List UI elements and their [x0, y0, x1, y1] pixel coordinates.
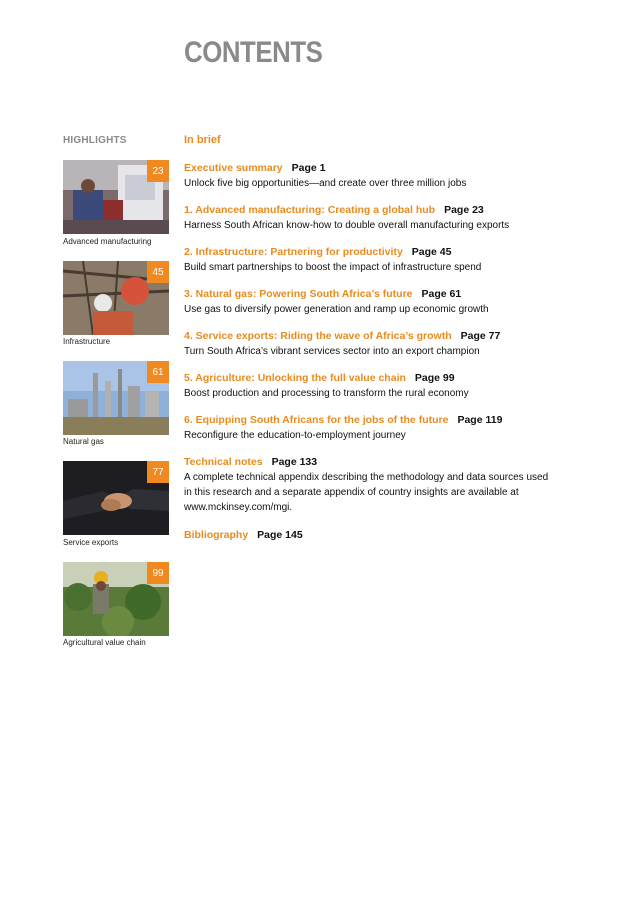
- toc-entry-page: Page 23: [444, 204, 484, 216]
- toc-entry-title[interactable]: 4. Service exports: Riding the wave of Africa’s growth: [184, 330, 452, 342]
- toc-entry-description: A complete technical appendix describing the methodology and data sources used in this research and a separate appendix of country insights are available at www.mckinsey.com/mgi.: [184, 472, 549, 513]
- page-badge: 61: [147, 361, 169, 383]
- highlight-thumbnail-natural-gas[interactable]: [63, 361, 169, 435]
- toc-entry-page: Page 99: [414, 372, 455, 384]
- highlight-caption: Service exports: [63, 538, 119, 547]
- highlight-caption: Agricultural value chain: [63, 638, 146, 647]
- toc-entry-natural-gas[interactable]: [184, 287, 604, 317]
- toc-entry-bibliography[interactable]: [184, 528, 604, 542]
- toc-entry-title[interactable]: Executive summary: [184, 162, 283, 174]
- highlight-thumbnail-service-exports[interactable]: [63, 461, 169, 535]
- page-title: CONTENTS: [184, 36, 323, 69]
- toc-entry-agriculture[interactable]: [184, 371, 604, 401]
- highlight-thumbnail-agriculture[interactable]: [63, 562, 169, 636]
- toc-entry-executive-summary[interactable]: [184, 161, 604, 191]
- toc-entry-service-exports[interactable]: [184, 329, 604, 359]
- highlight-thumbnail-advanced-manufacturing[interactable]: [63, 160, 169, 234]
- toc-entry-advanced-manufacturing[interactable]: [184, 203, 604, 233]
- toc-entry-technical-notes[interactable]: [184, 455, 554, 515]
- toc-entry-title[interactable]: 1. Advanced manufacturing: Creating a global hub: [184, 204, 436, 216]
- toc-entry-page: Page 45: [411, 246, 452, 258]
- toc-entry-description: Turn South Africa’s vibrant services sector into an export champion: [184, 346, 480, 357]
- toc-entry-page: Page 145: [257, 529, 303, 541]
- toc-entry-description: Build smart partnerships to boost the impact of infrastructure spend: [184, 262, 482, 273]
- toc-entry-page: Page 119: [457, 414, 503, 426]
- toc-entry-title[interactable]: 5. Agriculture: Unlocking the full value chain: [184, 372, 406, 384]
- page-badge: 99: [147, 562, 169, 584]
- toc-entry-page: Page 77: [460, 330, 501, 342]
- page-badge: 45: [147, 261, 169, 283]
- page-badge: 23: [147, 160, 169, 182]
- toc-entry-description: Unlock five big opportunities—and create over three million jobs: [184, 178, 467, 189]
- highlight-thumbnail-infrastructure[interactable]: [63, 261, 169, 335]
- toc-entry-description: Reconfigure the education-to-employment journey: [184, 430, 406, 441]
- highlight-caption: Advanced manufacturing: [63, 237, 152, 246]
- toc-entry-page: Page 1: [291, 162, 326, 174]
- toc-entry-jobs-of-the-future[interactable]: [184, 413, 604, 443]
- highlight-caption: Natural gas: [63, 437, 104, 446]
- toc-entry-title[interactable]: Technical notes: [184, 456, 263, 468]
- toc-entry-description: Harness South African know-how to double overall manufacturing exports: [184, 220, 510, 231]
- toc-entry-title[interactable]: 6. Equipping South Africans for the jobs of the future: [184, 414, 449, 426]
- toc-entry-description: Boost production and processing to transform the rural economy: [184, 388, 469, 399]
- page-badge: 77: [147, 461, 169, 483]
- highlights-heading: HIGHLIGHTS: [63, 135, 127, 146]
- toc-entry-title[interactable]: Bibliography: [184, 529, 249, 541]
- in-brief-heading: In brief: [184, 134, 221, 146]
- toc-entry-title[interactable]: 3. Natural gas: Powering South Africa’s future: [184, 288, 413, 300]
- toc-entry-description: Use gas to diversify power generation and ramp up economic growth: [184, 304, 489, 315]
- toc-entry-page: Page 133: [271, 456, 318, 468]
- toc-entry-title[interactable]: 2. Infrastructure: Partnering for productivity: [184, 246, 403, 258]
- toc-entry-infrastructure[interactable]: [184, 245, 604, 275]
- toc-entry-page: Page 61: [421, 288, 462, 300]
- highlight-caption: Infrastructure: [63, 337, 111, 346]
